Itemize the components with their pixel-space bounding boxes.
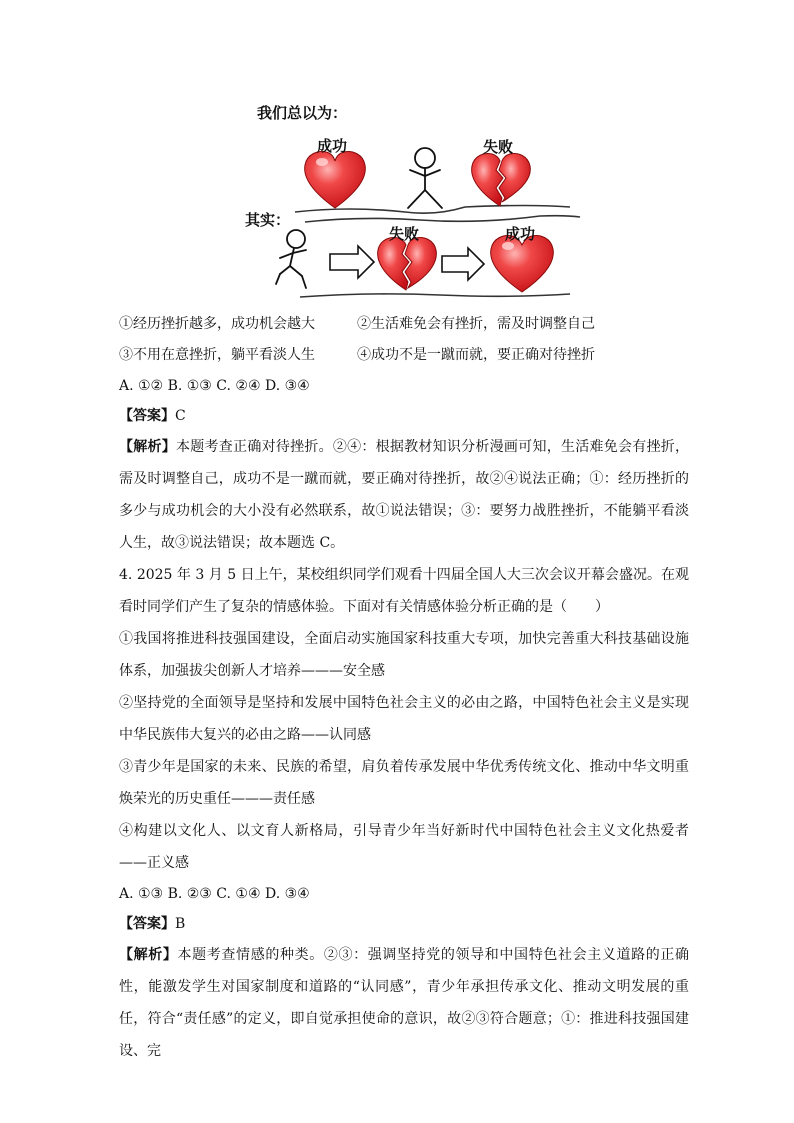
q3-option-4: ④成功不是一蹴而就，要正确对待挫折 [357,347,595,363]
figure-title: 我们总以为： [257,104,348,122]
q3-answer-value: C [175,407,186,424]
stick-figure-standing-icon [408,148,442,208]
q3-option-1: ①经历挫折越多，成功机会越大 [119,316,315,332]
label-top-failure: 失败 [483,138,514,156]
q4-answer-label: 【答案】 [119,915,175,932]
q3-options-row-1 [119,309,689,340]
q4-choices: A. ①③ B. ②③ C. ①④ D. ③④ [119,885,310,902]
label-top-success: 成功 [317,137,348,155]
q3-analysis [119,431,689,559]
q4-stem: 4. 2025 年 3 月 5 日上午，某校组织同学们观看十四届全国人大三次会议开幕会盛况。在观看时同学们产生了复杂的情感体验。下面对有关情感体验分析正确的是（ ） [119,567,689,615]
q3-options-row-2 [119,340,689,371]
label-bottom-failure: 失败 [389,225,420,243]
q4-item-3: ③青少年是国家的未来、民族的希望，肩负着传承发展中华优秀传统文化、推动中华文明重焕荣光的历史重任———责任感 [119,759,689,807]
q3-option-2: ②生活难免会有挫折，需及时调整自己 [357,316,595,332]
arrow-right-icon-2 [442,248,484,280]
bottom-top-line [305,216,580,222]
q4-answer [119,909,689,939]
q4-answer-value: B [175,915,186,932]
q4-item-1: ①我国将推进科技强国建设，全面启动实施国家科技重大专项，加快完善重大科技基础设施体系，加强拔尖创新人才培养———安全感 [119,631,689,679]
q3-answer-label: 【答案】 [119,407,175,424]
q3-option-3: ③不用在意挫折，躺平看淡人生 [119,347,315,363]
top-failure-broken-heart-icon [472,154,531,207]
q3-answer [119,401,689,431]
top-success-heart-icon [305,152,366,208]
question-content [119,309,689,1067]
q3-analysis-label: 【解析】 [119,439,177,455]
q4-analysis-text: 本题考查情感的种类。②③：强调坚持党的领导和中国特色社会主义道路的正确性，能激发学生对国家制度和道路的“认同感”，青少年承担传承文化、推动文明发展的重任，符合“责任感”的定义，即自觉承担使命的意识，故②③符合题意；①：推进科技强国建设、完 [119,947,690,1059]
q4-analysis [119,939,689,1067]
q3-choices: A. ①② B. ①③ C. ②④ D. ③④ [119,377,310,394]
bottom-ground-line [300,294,570,297]
figure-label-actually: 其实： [245,211,291,229]
q4-analysis-label: 【解析】 [119,947,178,963]
comic-figure [240,98,600,308]
bottom-failure-broken-heart-icon [378,238,437,291]
arrow-right-icon-1 [330,246,374,278]
q3-analysis-text: 本题考查正确对待挫折。②④：根据教材知识分析漫画可知，生活难免会有挫折，需及时调整自己，成功不是一蹴而就，要正确对待挫折，故②④说法正确；①：经历挫折的多少与成功机会的大小没有必然联系，故①说法错误；③：要努力战胜挫折，不能躺平看淡人生，故③说法错误；故本题选 C。 [119,439,690,551]
label-bottom-success: 成功 [505,225,536,243]
stick-figure-running-icon [276,230,306,288]
q4-item-4: ④构建以文化人、以文育人新格局，引导青少年当好新时代中国特色社会主义文化热爱者——正义感 [119,823,689,871]
q4-item-2: ②坚持党的全面领导是坚持和发展中国特色社会主义的必由之路，中国特色社会主义是实现中华民族伟大复兴的必由之路——认同感 [119,695,689,743]
